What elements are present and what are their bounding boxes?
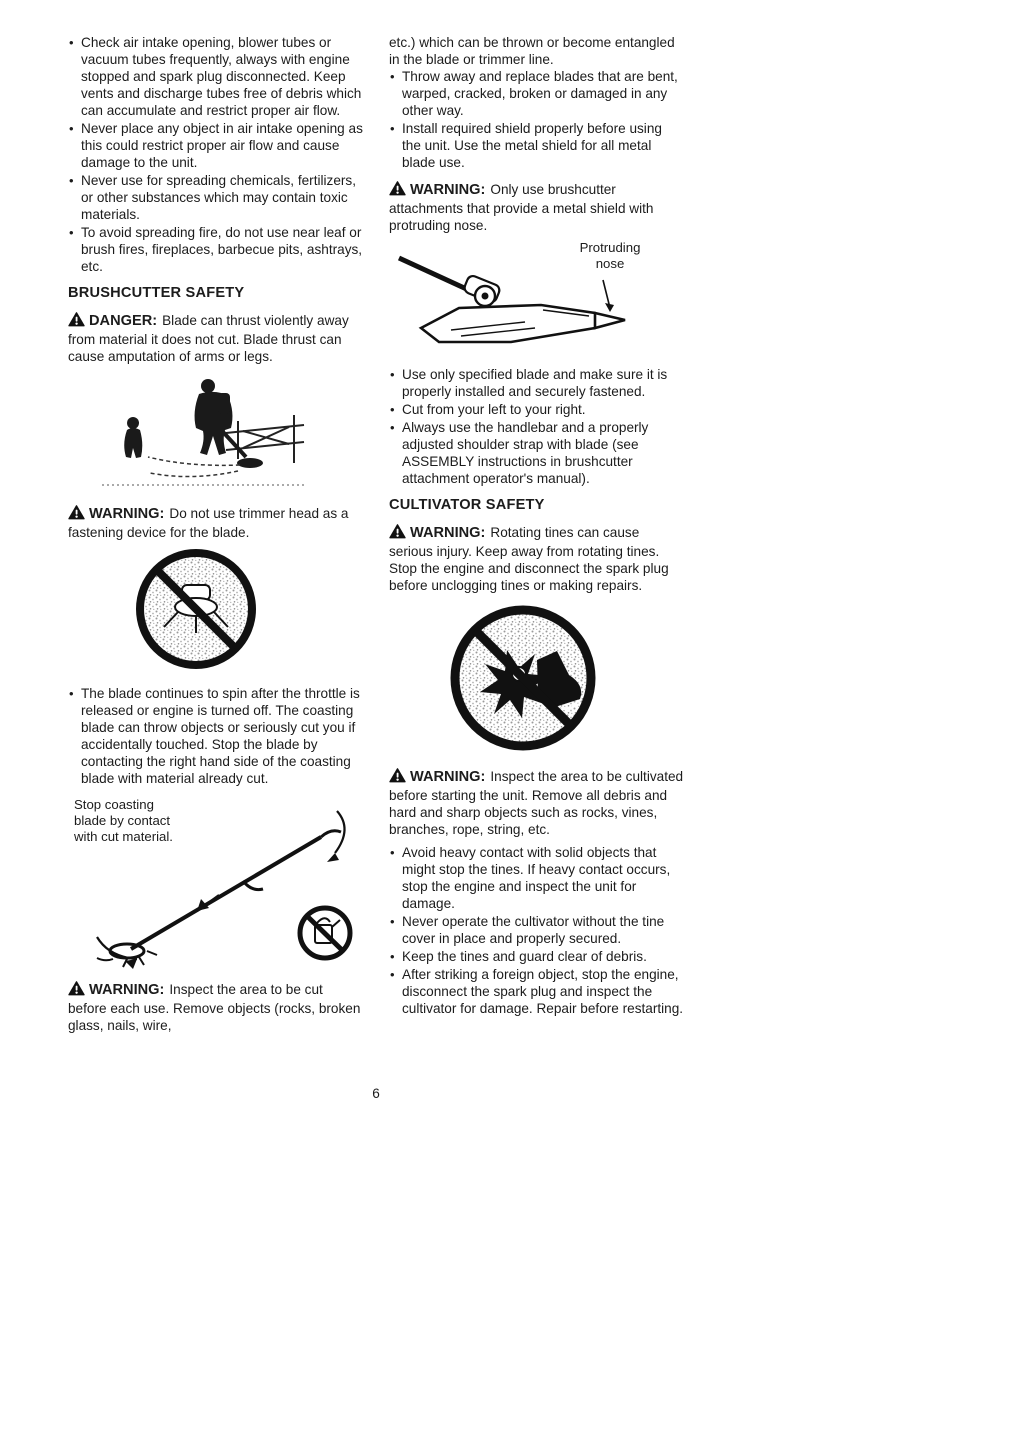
right-column xyxy=(389,34,684,1040)
warning-fastening-text: Do not use trimmer head as a fastening device for the blade. xyxy=(68,506,349,540)
section-heading-brushcutter-safety: BRUSHCUTTER SAFETY xyxy=(68,285,245,301)
cultivator-precautions-list xyxy=(389,844,684,1017)
warning-triangle-icon xyxy=(389,524,406,543)
bullet-item: • Install required shield properly before using the unit. Use the metal shield for all metal blade use. xyxy=(389,120,684,171)
bullet-item: • Keep the tines and guard clear of debris. xyxy=(389,948,684,965)
blade-use-list xyxy=(389,366,684,487)
figure-caption-stop-coasting: Stop coasting blade by contact with cut material. xyxy=(74,797,173,844)
bullet-item: • Never operate the cultivator without the tine cover in place and properly secured. xyxy=(389,913,684,947)
warning-triangle-icon xyxy=(68,505,85,524)
warning-triangle-icon xyxy=(389,181,406,200)
bullet-item: • After striking a foreign object, stop the engine, disconnect the spark plug and inspect the cultivator for damage. Repair before restarting. xyxy=(389,966,684,1017)
bullet-item: • Never place any object in air intake opening as this could restrict proper air flow and cause damage to the unit. xyxy=(68,120,363,171)
figure-protruding-nose-shield xyxy=(389,240,684,358)
general-safety-list xyxy=(68,34,363,275)
danger-label: DANGER: xyxy=(89,313,158,329)
bullet-item: • Check air intake opening, blower tubes or vacuum tubes frequently, always with engine stopped and spark plug disconnected. Keep vents and discharge tubes free of debris which can accumulate and restrict proper air flow. xyxy=(68,34,363,119)
danger-paragraph xyxy=(68,312,363,365)
blade-replacement-list xyxy=(389,68,684,171)
warning-attachments-paragraph xyxy=(389,181,684,234)
bullet-item: • Always use the handlebar and a properly adjusted shoulder strap with blade (see ASSEMBLY instructions in brushcutter attachment operator's manual). xyxy=(389,419,684,487)
left-column xyxy=(68,34,363,1040)
blade-thrust-illustration xyxy=(96,373,310,491)
figure-label-protruding-nose: Protruding nose xyxy=(579,240,641,271)
danger-text: Blade can thrust violently away from material it does not cut. Blade thrust can cause amputation of arms or legs. xyxy=(68,313,349,364)
warning-inspect-cut-text: Inspect the area to be cut before each use. Remove objects (rocks, broken glass, nails, wire, xyxy=(68,982,361,1033)
bullet-item: • Never use for spreading chemicals, fertilizers, or other substances which may contain toxic materials. xyxy=(68,172,363,223)
bullet-item: • The blade continues to spin after the throttle is released or engine is turned off. The coasting blade can throw objects or seriously cut you if accidentally touched. Stop the blade by contacting the right hand side of the coasting blade with material already cut. xyxy=(68,685,363,787)
warning-triangle-icon xyxy=(389,768,406,787)
prohibition-trimmer-head-illustration xyxy=(134,547,258,671)
figure-rotating-tines-prohibition xyxy=(447,602,684,758)
figure-stop-coasting-blade xyxy=(68,795,363,971)
page-number: 6 xyxy=(372,1086,380,1101)
warning-fastening-paragraph xyxy=(68,505,363,541)
continuation-text: etc.) which can be thrown or become entangled in the blade or trimmer line. xyxy=(389,35,675,67)
bullet-item: • Use only specified blade and make sure it is properly installed and securely fastened. xyxy=(389,366,684,400)
coasting-blade-list xyxy=(68,685,363,787)
prohibition-tines-illustration xyxy=(447,602,599,754)
warning-rotating-paragraph xyxy=(389,524,684,594)
warning-inspect-cultivate-text: Inspect the area to be cultivated before starting the unit. Remove all debris and hard and sharp objects such as rocks, vines, branches, rope, string, etc. xyxy=(389,769,684,837)
manual-page-content xyxy=(68,34,684,1040)
warning-triangle-icon xyxy=(68,312,85,331)
figure-no-trimmer-head-fastening xyxy=(134,547,363,675)
warning-label: WARNING: xyxy=(410,525,486,541)
section-heading-cultivator-safety: CULTIVATOR SAFETY xyxy=(389,497,545,513)
figure-blade-thrust xyxy=(96,373,363,495)
bullet-item: • To avoid spreading fire, do not use near leaf or brush fires, fireplaces, barbecue pits, ashtrays, etc. xyxy=(68,224,363,275)
warning-label: WARNING: xyxy=(410,182,486,198)
warning-label: WARNING: xyxy=(89,982,165,998)
warning-triangle-icon xyxy=(68,981,85,1000)
coasting-trimmer-illustration xyxy=(91,801,363,971)
warning-rotating-text: Rotating tines can cause serious injury. Keep away from rotating tines. Stop the engine and disconnect the spark plug before unclogging tines or making repairs. xyxy=(389,525,669,593)
warning-inspect-cultivate-paragraph xyxy=(389,768,684,838)
bullet-item: • Cut from your left to your right. xyxy=(389,401,684,418)
metal-shield-illustration xyxy=(393,250,643,354)
warning-label: WARNING: xyxy=(89,506,165,522)
warning-label: WARNING: xyxy=(410,769,486,785)
bullet-item: • Avoid heavy contact with solid objects that might stop the tines. If heavy contact occurs, stop the engine and inspect the unit for damage. xyxy=(389,844,684,912)
warning-inspect-cut-paragraph xyxy=(68,981,363,1034)
bullet-item: • Throw away and replace blades that are bent, warped, cracked, broken or damaged in any other way. xyxy=(389,68,684,119)
warning-attachments-text: Only use brushcutter attachments that provide a metal shield with protruding nose. xyxy=(389,182,654,233)
